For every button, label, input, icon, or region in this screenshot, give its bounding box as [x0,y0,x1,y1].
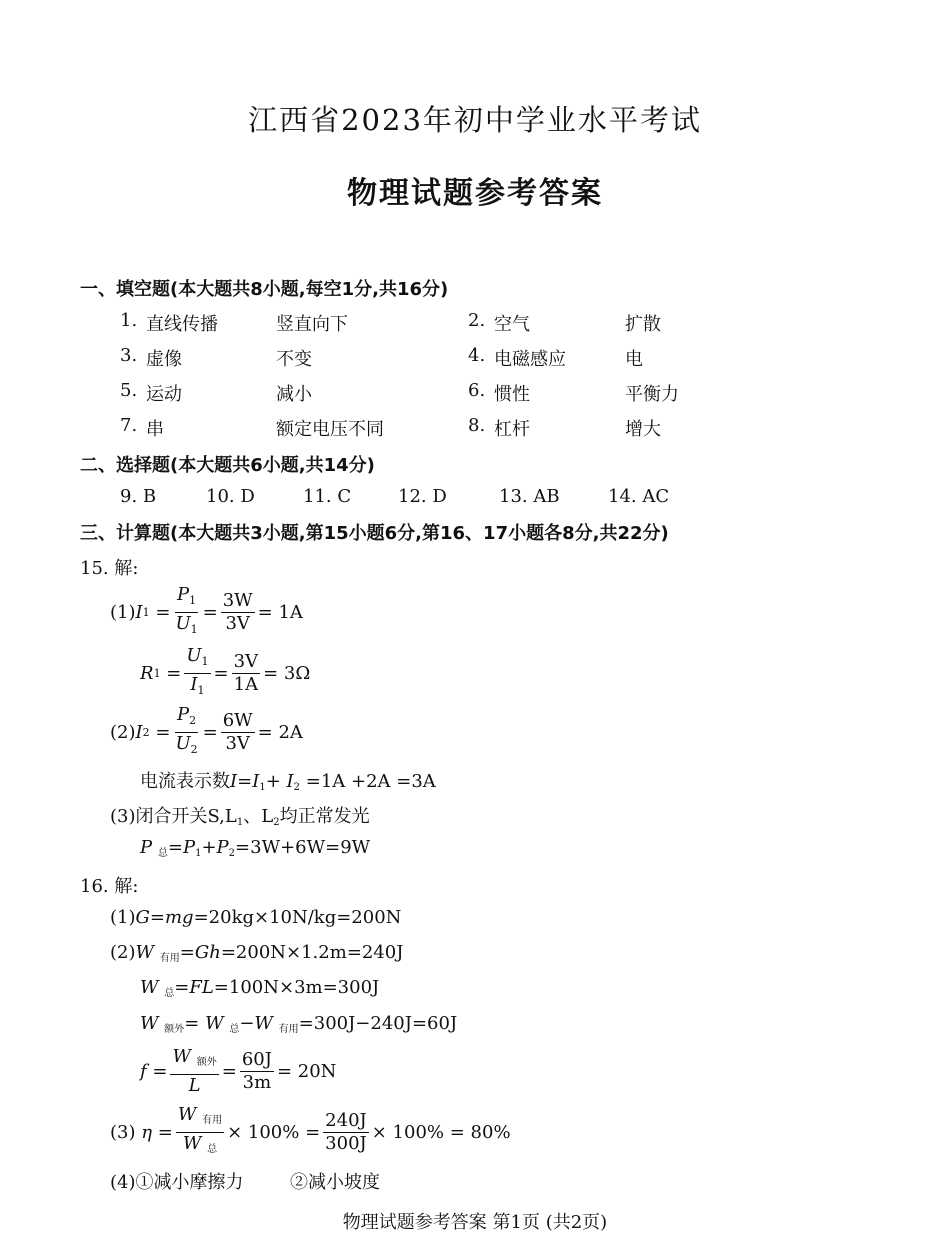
q16-part1: (1)G=mg=20kg×10N/kg=200N [110,907,402,928]
answer-3-num: 3. [120,345,138,366]
value: 300J [325,1133,367,1154]
subscript-useful: 有用 [159,953,180,964]
q15-current-line: 电流表示数I=I1+ I2 =1A +2A =3A [140,771,436,793]
value: 1A [233,674,259,695]
value: 20N [297,1061,337,1082]
part-label: (1) [110,907,136,928]
part3-end: 均正常发光 [279,806,370,827]
answer-8-num: 8. [468,415,486,436]
part-label: (1) [110,602,136,623]
subscript-total: 总 [164,988,175,999]
current-text: 电流表示数 [140,771,230,792]
choice-answer: 11. C [303,486,352,507]
answer-1b: 竖直向下 [276,314,348,335]
answer-2a: 空气 [494,314,530,335]
value: 2A [278,722,303,743]
answer-5-num: 5. [120,380,138,401]
subscript-total: 总 [207,1144,218,1155]
answer-8b: 增大 [625,419,661,440]
value: 3V [225,733,250,754]
subscript-useful: 有用 [278,1024,299,1035]
q16-part4a: (4)①减小摩擦力 [110,1172,244,1193]
value: 3m [242,1072,272,1093]
value: 6W [222,710,253,731]
answer-4b: 电 [625,349,643,370]
answer-3b: 不变 [276,349,312,370]
extra-eq: =300J−240J=60J [298,1013,458,1034]
total-eq: =100N×3m=300J [213,977,380,998]
answer-5a: 运动 [146,384,182,405]
answer-4a: 电磁感应 [494,349,566,370]
part-label: (2) [110,942,136,963]
answer-7b: 额定电压不同 [276,419,384,440]
subscript-extra: 额外 [196,1057,217,1068]
answer-2b: 扩散 [625,314,661,335]
q16-total-work: W 总=FL=100N×3m=300J [140,977,380,999]
times-100: × 100% = [227,1122,321,1143]
page-footer: 物理试题参考答案 第1页 (共2页) [342,1212,608,1233]
answer-4-num: 4. [468,345,486,366]
answer-1-num: 1. [120,310,138,331]
part3-text: (3)闭合开关S,L [110,806,237,827]
answer-6b: 平衡力 [625,384,679,405]
section-heading-calc: 三、计算题(本大题共3小题,第15小题6分,第16、17小题各8分,共22分) [80,523,669,544]
value: 3W [222,590,253,611]
choice-answer: 13. AB [499,486,560,507]
q16-extra-work: W 额外= W 总−W 有用=300J−240J=60J [140,1013,458,1035]
exam-title: 江西省2023年初中学业水平考试 [248,103,702,137]
g-eq: =20kg×10N/kg=200N [193,907,402,928]
q15-eq-i1: (1) I 1 = $\frac{P_1}{U_1}$ = $\frac{3W}{3V}$ = 1A [110,584,303,636]
part-label: (3) [110,1122,136,1143]
answer-3a: 虚像 [146,349,182,370]
value: 60J [241,1049,272,1070]
value: 3V [225,613,250,634]
q15-eq-r1: R 1 = $\frac{U_1}{I_1}$ = $\frac{3V}{1A}$ = 3Ω [140,645,311,697]
subscript-useful: 有用 [202,1115,223,1126]
section-heading-fill: 一、填空题(本大题共8小题,每空1分,共16分) [80,279,449,300]
subscript-extra: 额外 [164,1024,185,1035]
answer-7a: 串 [146,419,164,440]
q15-eq-i2: (2) I 2 = $\frac{P_2}{U_2}$ = $\frac{6W}{3V}$ = 2A [110,704,303,756]
q15-label: 15. 解: [80,558,139,579]
q16-part2-useful: (2)W 有用=Gh=200N×1.2m=240J [110,942,404,964]
q16-part4b: ②减小坡度 [290,1172,380,1193]
answer-7-num: 7. [120,415,138,436]
q15-power-line: P 总=P1+P2=3W+6W=9W [140,837,371,859]
answer-5b: 减小 [276,384,312,405]
answer-1a: 直线传播 [146,314,218,335]
choice-answer: 9. B [120,486,157,507]
page-title: 物理试题参考答案 [347,176,603,211]
answer-8a: 杠杆 [494,419,530,440]
value: 240J [325,1110,367,1131]
q15-part3: (3)闭合开关S,L1、L2均正常发光 [110,806,370,828]
useful-eq: =200N×1.2m=240J [220,942,404,963]
answer-2-num: 2. [468,310,486,331]
value: 3V [233,651,259,672]
power-eq: =3W+6W=9W [235,837,371,858]
q16-efficiency-eq: (3) η = $\frac{\text{W 有用}}{\text{W 总}}$ × 100% = $\frac{240J}{300J}$ × 100% = 80% [110,1104,511,1155]
q16-friction-eq: f = $\frac{\text{W 额外}}{L}$ = $\frac{60J}{3m}$ = 20N [140,1046,337,1096]
answer-6a: 惯性 [494,384,530,405]
answer-6-num: 6. [468,380,486,401]
section-heading-choice: 二、选择题(本大题共6小题,共14分) [80,455,375,476]
part-label: (2) [110,722,136,743]
value: 3Ω [283,663,311,684]
choice-answer: 14. AC [608,486,670,507]
q16-label: 16. 解: [80,876,139,897]
part3-mid: 、L [243,806,274,827]
times-100-result: × 100% = 80% [371,1122,511,1143]
current-eq: =1A +2A =3A [300,771,436,792]
subscript-total: 总 [229,1024,240,1035]
subscript-total: 总 [157,848,168,859]
choice-answer: 12. D [398,486,447,507]
choice-answer: 10. D [206,486,255,507]
